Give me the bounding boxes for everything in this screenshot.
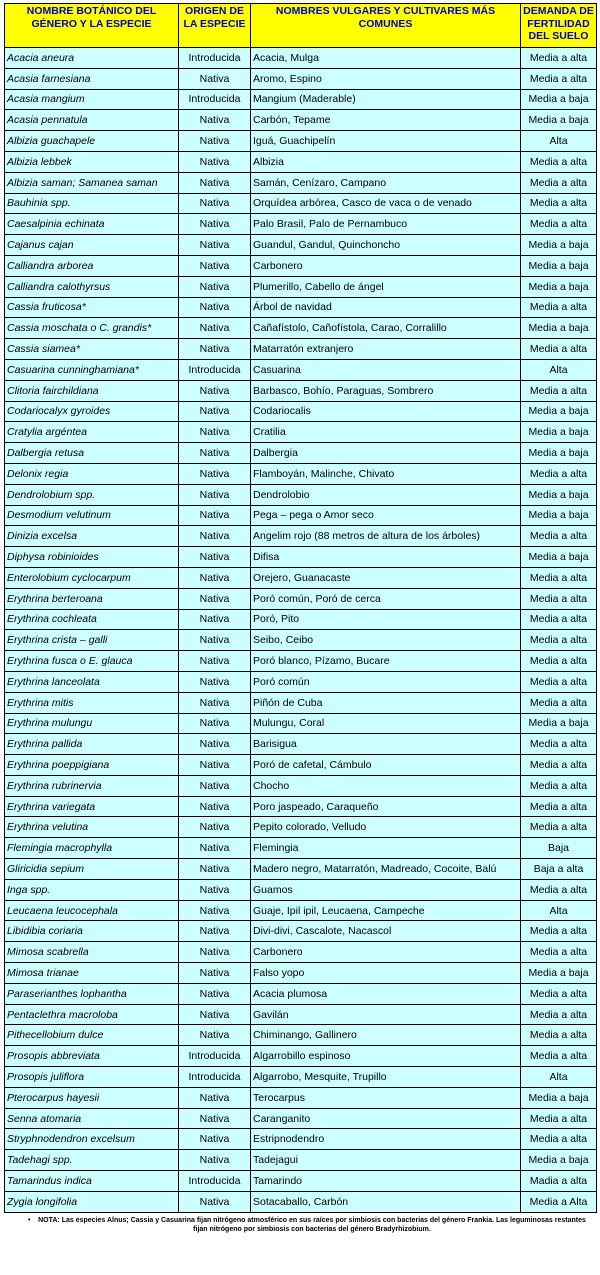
table-row xyxy=(5,193,597,214)
species-cell: Flemingia macrophylla xyxy=(5,838,179,859)
common-names-cell: Carbonero xyxy=(251,255,521,276)
origin-cell: Nativa xyxy=(179,151,251,172)
species-cell: Acacia aneura xyxy=(5,48,179,69)
species-cell: Diphysa robinioides xyxy=(5,547,179,568)
species-cell: Erythrina berteroana xyxy=(5,588,179,609)
fertility-demand-cell: Media a alta xyxy=(521,68,597,89)
fertility-demand-cell: Baja xyxy=(521,838,597,859)
table-row xyxy=(5,651,597,672)
origin-cell: Nativa xyxy=(179,443,251,464)
fertility-demand-cell: Media a alta xyxy=(521,339,597,360)
origin-cell: Nativa xyxy=(179,817,251,838)
origin-cell: Nativa xyxy=(179,796,251,817)
fertility-demand-cell: Media a alta xyxy=(521,1025,597,1046)
fertility-demand-cell: Media a alta xyxy=(521,942,597,963)
common-names-cell: Guandul, Gandul, Quinchoncho xyxy=(251,235,521,256)
fertility-demand-cell: Alta xyxy=(521,359,597,380)
fertility-demand-cell: Media a alta xyxy=(521,671,597,692)
origin-cell: Nativa xyxy=(179,131,251,152)
fertility-demand-cell: Media a alta xyxy=(521,630,597,651)
table-row xyxy=(5,422,597,443)
species-cell: Erythrina mitis xyxy=(5,692,179,713)
species-cell: Erythrina pallida xyxy=(5,734,179,755)
fertility-demand-cell: Media a alta xyxy=(521,755,597,776)
origin-cell: Nativa xyxy=(179,942,251,963)
common-names-cell: Acacia, Mulga xyxy=(251,48,521,69)
common-names-cell: Dendrolobio xyxy=(251,484,521,505)
table-row xyxy=(5,879,597,900)
fertility-demand-cell: Media a baja xyxy=(521,89,597,110)
table-row xyxy=(5,110,597,131)
species-cell: Leucaena leucocephala xyxy=(5,900,179,921)
origin-cell: Nativa xyxy=(179,983,251,1004)
table-row xyxy=(5,963,597,984)
origin-cell: Nativa xyxy=(179,484,251,505)
species-cell: Clitoria fairchildiana xyxy=(5,380,179,401)
fertility-demand-cell: Media a alta xyxy=(521,817,597,838)
fertility-demand-cell: Media a baja xyxy=(521,443,597,464)
table-row xyxy=(5,755,597,776)
common-names-cell: Estripnodendro xyxy=(251,1129,521,1150)
common-names-cell: Madero negro, Matarratón, Madreado, Cocoite, Balú xyxy=(251,859,521,880)
species-cell: Cajanus cajan xyxy=(5,235,179,256)
origin-cell: Nativa xyxy=(179,671,251,692)
footnote-text: NOTA: Las especies Alnus; Cassia y Casuarina fijan nitrógeno atmosférico en sus raíces por simbiosis con bacterias del género Frankia. Las leguminosas restantes fijan nitrógeno por simbiosis con bacterias del género Bradyrhizobium. xyxy=(38,1216,586,1233)
origin-cell: Introducida xyxy=(179,89,251,110)
table-row xyxy=(5,775,597,796)
species-cell: Dinizia excelsa xyxy=(5,526,179,547)
fertility-demand-cell: Media a alta xyxy=(521,526,597,547)
origin-cell: Nativa xyxy=(179,380,251,401)
origin-cell: Introducida xyxy=(179,48,251,69)
fertility-demand-cell: Media a baja xyxy=(521,401,597,422)
common-names-cell: Algarrobillo espinoso xyxy=(251,1046,521,1067)
common-names-cell: Flemingia xyxy=(251,838,521,859)
fertility-demand-cell: Media a alta xyxy=(521,588,597,609)
table-body xyxy=(5,48,597,1213)
footnote-bullet: • xyxy=(28,1216,31,1224)
origin-cell: Nativa xyxy=(179,463,251,484)
common-names-cell: Piñón de Cuba xyxy=(251,692,521,713)
fertility-demand-cell: Media a baja xyxy=(521,110,597,131)
fertility-demand-cell: Media a baja xyxy=(521,255,597,276)
common-names-cell: Albizia xyxy=(251,151,521,172)
fertility-demand-cell: Alta xyxy=(521,1067,597,1088)
common-names-cell: Poró común xyxy=(251,671,521,692)
common-names-cell: Mangium (Maderable) xyxy=(251,89,521,110)
table-row xyxy=(5,1025,597,1046)
species-cell: Erythrina mulungu xyxy=(5,713,179,734)
fertility-demand-cell: Media a alta xyxy=(521,1129,597,1150)
origin-cell: Nativa xyxy=(179,505,251,526)
origin-cell: Nativa xyxy=(179,1087,251,1108)
table-row xyxy=(5,1087,597,1108)
common-names-cell: Dalbergia xyxy=(251,443,521,464)
origin-cell: Nativa xyxy=(179,214,251,235)
origin-cell: Nativa xyxy=(179,651,251,672)
origin-cell: Nativa xyxy=(179,193,251,214)
common-names-cell: Barisigua xyxy=(251,734,521,755)
common-names-cell: Orquídea arbórea, Casco de vaca o de venado xyxy=(251,193,521,214)
species-cell: Cassia fruticosa* xyxy=(5,297,179,318)
origin-cell: Nativa xyxy=(179,755,251,776)
fertility-demand-cell: Media a alta xyxy=(521,609,597,630)
table-row xyxy=(5,318,597,339)
common-names-cell: Iguá, Guachipelín xyxy=(251,131,521,152)
species-cell: Prosopis abbreviata xyxy=(5,1046,179,1067)
origin-cell: Nativa xyxy=(179,110,251,131)
header-origin: ORIGEN DE LA ESPECIE xyxy=(179,4,251,48)
table-row xyxy=(5,713,597,734)
common-names-cell: Poro jaspeado, Caraqueño xyxy=(251,796,521,817)
origin-cell: Nativa xyxy=(179,775,251,796)
origin-cell: Nativa xyxy=(179,526,251,547)
fertility-demand-cell: Media a alta xyxy=(521,1108,597,1129)
fertility-demand-cell: Media a baja xyxy=(521,276,597,297)
table-row xyxy=(5,942,597,963)
origin-cell: Nativa xyxy=(179,859,251,880)
common-names-cell: Falso yopo xyxy=(251,963,521,984)
origin-cell: Nativa xyxy=(179,401,251,422)
fertility-demand-cell: Media a baja xyxy=(521,235,597,256)
origin-cell: Nativa xyxy=(179,734,251,755)
origin-cell: Nativa xyxy=(179,1150,251,1171)
species-cell: Mimosa scabrella xyxy=(5,942,179,963)
common-names-cell: Aromo, Espino xyxy=(251,68,521,89)
fertility-demand-cell: Media a alta xyxy=(521,921,597,942)
common-names-cell: Terocarpus xyxy=(251,1087,521,1108)
table-row xyxy=(5,255,597,276)
origin-cell: Introducida xyxy=(179,359,251,380)
origin-cell: Nativa xyxy=(179,547,251,568)
species-cell: Caesalpinia echinata xyxy=(5,214,179,235)
table-row xyxy=(5,89,597,110)
species-cell: Pentaclethra macroloba xyxy=(5,1004,179,1025)
common-names-cell: Sotacaballo, Carbón xyxy=(251,1191,521,1212)
table-row xyxy=(5,131,597,152)
species-cell: Paraserianthes lophantha xyxy=(5,983,179,1004)
fertility-demand-cell: Media a baja xyxy=(521,422,597,443)
table-row xyxy=(5,838,597,859)
origin-cell: Nativa xyxy=(179,588,251,609)
common-names-cell: Árbol de navidad xyxy=(251,297,521,318)
table-row xyxy=(5,526,597,547)
table-row xyxy=(5,214,597,235)
common-names-cell: Acacia plumosa xyxy=(251,983,521,1004)
common-names-cell: Cratilia xyxy=(251,422,521,443)
origin-cell: Introducida xyxy=(179,1067,251,1088)
table-row xyxy=(5,921,597,942)
species-cell: Erythrina lanceolata xyxy=(5,671,179,692)
fertility-demand-cell: Madia a alta xyxy=(521,1171,597,1192)
species-cell: Acasia pennatula xyxy=(5,110,179,131)
fertility-demand-cell: Media a alta xyxy=(521,1046,597,1067)
table-row xyxy=(5,1191,597,1212)
fertility-demand-cell: Media a alta xyxy=(521,692,597,713)
common-names-cell: Poró blanco, Pízamo, Bucare xyxy=(251,651,521,672)
species-cell: Erythrina poeppigiana xyxy=(5,755,179,776)
fertility-demand-cell: Media a baja xyxy=(521,547,597,568)
origin-cell: Nativa xyxy=(179,1191,251,1212)
table-row xyxy=(5,547,597,568)
common-names-cell: Casuarina xyxy=(251,359,521,380)
fertility-demand-cell: Media a baja xyxy=(521,318,597,339)
species-cell: Erythrina crista – galli xyxy=(5,630,179,651)
origin-cell: Nativa xyxy=(179,172,251,193)
fertility-demand-cell: Media a alta xyxy=(521,193,597,214)
origin-cell: Nativa xyxy=(179,1004,251,1025)
species-cell: Erythrina variegata xyxy=(5,796,179,817)
legume-species-table-page xyxy=(4,3,596,1234)
origin-cell: Nativa xyxy=(179,68,251,89)
origin-cell: Nativa xyxy=(179,422,251,443)
table-row xyxy=(5,380,597,401)
table-row xyxy=(5,1067,597,1088)
species-cell: Stryphnodendron excelsum xyxy=(5,1129,179,1150)
table-row xyxy=(5,609,597,630)
fertility-demand-cell: Media a alta xyxy=(521,380,597,401)
species-cell: Mimosa trianae xyxy=(5,963,179,984)
common-names-cell: Divi-divi, Cascalote, Nacascol xyxy=(251,921,521,942)
species-cell: Cassia siamea* xyxy=(5,339,179,360)
species-cell: Zygia longifolia xyxy=(5,1191,179,1212)
origin-cell: Nativa xyxy=(179,235,251,256)
fertility-demand-cell: Media a alta xyxy=(521,651,597,672)
table-row xyxy=(5,796,597,817)
fertility-demand-cell: Alta xyxy=(521,900,597,921)
origin-cell: Nativa xyxy=(179,609,251,630)
species-cell: Cassia moschata o C. grandis* xyxy=(5,318,179,339)
common-names-cell: Carbón, Tepame xyxy=(251,110,521,131)
table-row xyxy=(5,151,597,172)
origin-cell: Introducida xyxy=(179,1046,251,1067)
table-row xyxy=(5,817,597,838)
common-names-cell: Pepito colorado, Velludo xyxy=(251,817,521,838)
common-names-cell: Poró, Pito xyxy=(251,609,521,630)
species-cell: Codariocalyx gyroides xyxy=(5,401,179,422)
fertility-demand-cell: Media a baja xyxy=(521,963,597,984)
table-row xyxy=(5,172,597,193)
fertility-demand-cell: Media a alta xyxy=(521,796,597,817)
common-names-cell: Carbonero xyxy=(251,942,521,963)
fertility-demand-cell: Media a alta xyxy=(521,879,597,900)
table-row xyxy=(5,1004,597,1025)
species-cell: Erythrina cochleata xyxy=(5,609,179,630)
species-cell: Acasia mangium xyxy=(5,89,179,110)
header-botanical-name: NOMBRE BOTÁNICO DEL GÉNERO Y LA ESPECIE xyxy=(5,4,179,48)
species-cell: Albizia saman; Samanea saman xyxy=(5,172,179,193)
common-names-cell: Tamarindo xyxy=(251,1171,521,1192)
origin-cell: Nativa xyxy=(179,1025,251,1046)
origin-cell: Nativa xyxy=(179,1108,251,1129)
table-row xyxy=(5,297,597,318)
origin-cell: Nativa xyxy=(179,255,251,276)
header-common-names: NOMBRES VULGARES Y CULTIVARES MÁS COMUNES xyxy=(251,4,521,48)
fertility-demand-cell: Media a baja xyxy=(521,1150,597,1171)
common-names-cell: Difisa xyxy=(251,547,521,568)
fertility-demand-cell: Baja a alta xyxy=(521,859,597,880)
common-names-cell: Seibo, Ceibo xyxy=(251,630,521,651)
common-names-cell: Samán, Cenízaro, Campano xyxy=(251,172,521,193)
fertility-demand-cell: Media a baja xyxy=(521,1087,597,1108)
table-row xyxy=(5,68,597,89)
common-names-cell: Matarratón extranjero xyxy=(251,339,521,360)
common-names-cell: Guaje, Ipil ipil, Leucaena, Campeche xyxy=(251,900,521,921)
table-row xyxy=(5,567,597,588)
table-row xyxy=(5,401,597,422)
fertility-demand-cell: Media a alta xyxy=(521,463,597,484)
species-cell: Prosopis juliflora xyxy=(5,1067,179,1088)
table-row xyxy=(5,900,597,921)
common-names-cell: Flamboyán, Malinche, Chivato xyxy=(251,463,521,484)
origin-cell: Nativa xyxy=(179,318,251,339)
table-row xyxy=(5,1171,597,1192)
fertility-demand-cell: Media a baja xyxy=(521,713,597,734)
species-cell: Calliandra calothyrsus xyxy=(5,276,179,297)
table-row xyxy=(5,588,597,609)
species-cell: Gliricidia sepium xyxy=(5,859,179,880)
species-cell: Dendrolobium spp. xyxy=(5,484,179,505)
origin-cell: Nativa xyxy=(179,879,251,900)
table-row xyxy=(5,463,597,484)
fertility-demand-cell: Media a alta xyxy=(521,567,597,588)
origin-cell: Nativa xyxy=(179,921,251,942)
fertility-demand-cell: Media a alta xyxy=(521,48,597,69)
origin-cell: Nativa xyxy=(179,838,251,859)
table-header-row xyxy=(5,4,597,48)
species-cell: Bauhinia spp. xyxy=(5,193,179,214)
species-cell: Senna atomaria xyxy=(5,1108,179,1129)
origin-cell: Nativa xyxy=(179,567,251,588)
header-soil-fertility-demand: DEMANDA DE FERTILIDAD DEL SUELO xyxy=(521,4,597,48)
common-names-cell: Guamos xyxy=(251,879,521,900)
species-cell: Acasia farnesiana xyxy=(5,68,179,89)
common-names-cell: Poró de cafetal, Cámbulo xyxy=(251,755,521,776)
fertility-demand-cell: Media a alta xyxy=(521,775,597,796)
species-cell: Pterocarpus hayesii xyxy=(5,1087,179,1108)
species-cell: Delonix regia xyxy=(5,463,179,484)
table-row xyxy=(5,359,597,380)
origin-cell: Nativa xyxy=(179,1129,251,1150)
common-names-cell: Palo Brasil, Palo de Pernambuco xyxy=(251,214,521,235)
table-row xyxy=(5,339,597,360)
species-cell: Erythrina fusca o E. glauca xyxy=(5,651,179,672)
origin-cell: Nativa xyxy=(179,297,251,318)
common-names-cell: Mulungu, Coral xyxy=(251,713,521,734)
common-names-cell: Poró común, Poró de cerca xyxy=(251,588,521,609)
species-table xyxy=(4,3,597,1213)
table-row xyxy=(5,734,597,755)
species-cell: Albizia guachapele xyxy=(5,131,179,152)
species-cell: Dalbergia retusa xyxy=(5,443,179,464)
common-names-cell: Algarrobo, Mesquite, Trupillo xyxy=(251,1067,521,1088)
table-row xyxy=(5,235,597,256)
common-names-cell: Codariocalis xyxy=(251,401,521,422)
common-names-cell: Tadejagui xyxy=(251,1150,521,1171)
fertility-demand-cell: Media a alta xyxy=(521,1004,597,1025)
table-row xyxy=(5,630,597,651)
common-names-cell: Cañafístolo, Cañofístola, Carao, Corralillo xyxy=(251,318,521,339)
table-row xyxy=(5,692,597,713)
origin-cell: Nativa xyxy=(179,900,251,921)
fertility-demand-cell: Media a alta xyxy=(521,734,597,755)
fertility-demand-cell: Media a alta xyxy=(521,151,597,172)
origin-cell: Nativa xyxy=(179,963,251,984)
fertility-demand-cell: Media a baja xyxy=(521,484,597,505)
table-row xyxy=(5,983,597,1004)
common-names-cell: Pega – pega o Amor seco xyxy=(251,505,521,526)
fertility-demand-cell: Media a alta xyxy=(521,983,597,1004)
species-cell: Erythrina rubrinervia xyxy=(5,775,179,796)
common-names-cell: Barbasco, Bohío, Paraguas, Sombrero xyxy=(251,380,521,401)
species-cell: Calliandra arborea xyxy=(5,255,179,276)
table-row xyxy=(5,1129,597,1150)
species-cell: Desmodium velutinum xyxy=(5,505,179,526)
fertility-demand-cell: Media a alta xyxy=(521,297,597,318)
origin-cell: Nativa xyxy=(179,713,251,734)
common-names-cell: Chiminango, Gallinero xyxy=(251,1025,521,1046)
table-row xyxy=(5,505,597,526)
species-cell: Inga spp. xyxy=(5,879,179,900)
species-cell: Erythrina velutina xyxy=(5,817,179,838)
common-names-cell: Caranganito xyxy=(251,1108,521,1129)
species-cell: Libidibia coriaria xyxy=(5,921,179,942)
fertility-demand-cell: Media a alta xyxy=(521,172,597,193)
fertility-demand-cell: Media a alta xyxy=(521,214,597,235)
common-names-cell: Orejero, Guanacaste xyxy=(251,567,521,588)
origin-cell: Nativa xyxy=(179,339,251,360)
species-cell: Cratylia argéntea xyxy=(5,422,179,443)
table-row xyxy=(5,276,597,297)
table-row xyxy=(5,443,597,464)
common-names-cell: Chocho xyxy=(251,775,521,796)
fertility-demand-cell: Media a Alta xyxy=(521,1191,597,1212)
table-row xyxy=(5,1108,597,1129)
origin-cell: Introducida xyxy=(179,1171,251,1192)
species-cell: Tadehagi spp. xyxy=(5,1150,179,1171)
origin-cell: Nativa xyxy=(179,630,251,651)
fertility-demand-cell: Media a baja xyxy=(521,505,597,526)
table-row xyxy=(5,484,597,505)
origin-cell: Nativa xyxy=(179,276,251,297)
table-row xyxy=(5,671,597,692)
table-row xyxy=(5,48,597,69)
species-cell: Albizia lebbek xyxy=(5,151,179,172)
species-cell: Pithecellobium dulce xyxy=(5,1025,179,1046)
species-cell: Casuarina cunninghamiana* xyxy=(5,359,179,380)
footnote xyxy=(4,1216,596,1234)
table-row xyxy=(5,859,597,880)
species-cell: Enterolobium cyclocarpum xyxy=(5,567,179,588)
table-row xyxy=(5,1150,597,1171)
fertility-demand-cell: Alta xyxy=(521,131,597,152)
origin-cell: Nativa xyxy=(179,692,251,713)
common-names-cell: Angelim rojo (88 metros de altura de los árboles) xyxy=(251,526,521,547)
common-names-cell: Plumerillo, Cabello de ángel xyxy=(251,276,521,297)
common-names-cell: Gavilán xyxy=(251,1004,521,1025)
species-cell: Tamarindus indica xyxy=(5,1171,179,1192)
table-row xyxy=(5,1046,597,1067)
